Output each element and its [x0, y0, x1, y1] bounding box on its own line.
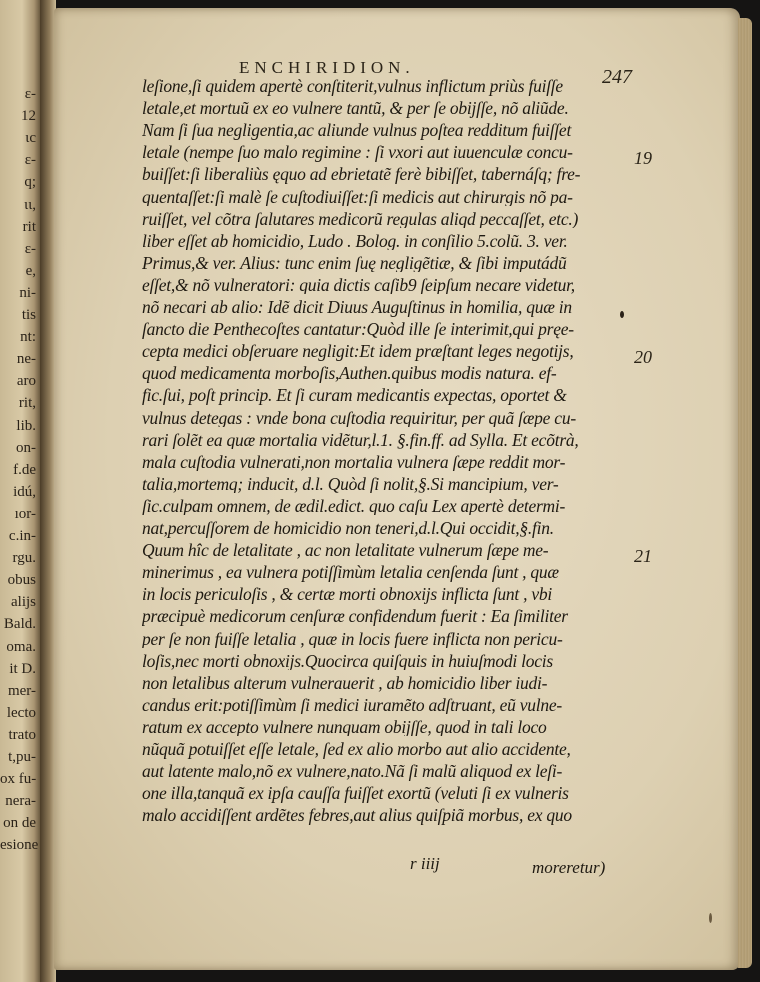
text-line: leſione,ſi quidem apertè conſtiterit,vulnus inflictum priùs fuiſſe [142, 78, 563, 96]
page-block-edge [738, 18, 752, 968]
text-line: Nam ſi ſua negligentia,ac aliunde vulnus poſtea redditum fuiſſet [142, 122, 572, 140]
catchword: moreretur) [532, 858, 606, 877]
facing-page-fragment: alijs [11, 594, 36, 611]
text-line: Quum hîc de letalitate , ac non letalitate vulnerum ſæpe me- [142, 542, 549, 560]
text-line: ratum ex accepto vulnere nunquam obijſſe, quod in tali loco [142, 718, 547, 737]
text-line: quod medicamenta morboſis,Authen.quibus modis natura. ef- [142, 365, 557, 383]
facing-page-fragment: esione [0, 837, 39, 854]
facing-page-fragment: rit [22, 218, 36, 235]
text-line: minerimus , ea vulnera potiſſimùm letalia cenſenda ſunt , quæ [142, 564, 559, 582]
facing-page-fragment: mer- [7, 682, 36, 699]
text-line: letale,et mortuũ ex eo vulnere tantũ, & per ſe obijſſe, nõ aliũde. [142, 100, 569, 118]
text-line: rari ſolẽt ea quæ mortalia vidẽtur,l.1. §.fin.ff. ad Sylla. Et ecõtrà, [142, 431, 579, 450]
facing-page-fragment: ε- [24, 240, 36, 257]
text-line: nat,percuſſorem de homicidio non teneri,d.l.Qui occidit,§.fin. [142, 520, 554, 538]
facing-page-fragment: ε- [24, 86, 36, 102]
text-line: vulnus detegas : vnde bona cuſtodia requiritur, per quã ſæpe cu- [142, 409, 576, 427]
text-line: one illa,tanquã ex ipſa cauſſa fuiſſet exortũ (veluti ſi ex vulneris [142, 785, 569, 803]
text-line: mala cuſtodia vulnerati,non mortalia vulnera ſæpe reddit mor- [142, 453, 566, 472]
facing-page-fragment: ε- [24, 152, 36, 169]
facing-page-fragment: trato [8, 726, 36, 743]
ink-speck [709, 913, 712, 923]
facing-page-fragment: idú, [13, 483, 36, 500]
facing-page-fragment: c.in- [8, 528, 36, 544]
facing-page-fragment: aro [16, 373, 36, 390]
facing-page-fragment: 12 [21, 108, 36, 125]
text-line: in locis periculoſis , & certæ morti obnoxijs inflicta ſunt , vbi [142, 586, 553, 604]
facing-page-fragment: ιι, [24, 196, 36, 213]
facing-page-fragment: ox fu- [0, 771, 37, 788]
text-line: nõ necari ab alio: Idẽ dicit Diuus Auguſtinus in homilia, quæ in [142, 299, 572, 317]
text-line: buiſſet:ſi liberaliùs ęquo ad ebrietatẽ ferè bibiſſet, tabernáſq; fre- [142, 166, 581, 184]
facing-page-fragment: on de [3, 815, 36, 832]
facing-page-fragment: rit, [18, 395, 36, 412]
facing-page-fragment: ıor- [14, 505, 36, 522]
facing-page-fragment: lecto [6, 704, 36, 721]
facing-page-fragment: lib. [16, 417, 36, 434]
facing-page-fragment: q; [24, 174, 36, 191]
text-line: ruiſſet, vel cõtra ſalutares medicorũ regulas aliqd peccaſſet, etc.) [142, 210, 579, 229]
facing-page-fragment: Bald. [3, 616, 36, 633]
text-line: liber eſſet ab homicidio, Ludo . Bolog. in conſilio 5.colũ. 3. ver. [142, 232, 568, 251]
facing-page-fragment: ιc [25, 130, 36, 147]
text-line: letale (nempe ſuo malo regimine : ſi vxori aut iuuenculæ concu- [142, 144, 573, 162]
facing-page-fragment: rgu. [12, 550, 36, 567]
text-line: per ſe non fuiſſe letalia , quæ in locis fuere inflicta non pericu- [142, 630, 563, 648]
margin-number: 19 [634, 148, 652, 169]
ink-speck [620, 311, 624, 318]
facing-page-fragment: tis [21, 307, 36, 323]
text-line: loſis,nec morti obnoxijs.Quocirca quiſquis in huiuſmodi locis [142, 652, 553, 671]
book-page [54, 8, 740, 970]
text-line: non letalibus alterum vulnerauerit , ab homicidio liber iudi- [142, 674, 548, 693]
facing-page-fragment: it D. [9, 660, 36, 677]
page-number: 247 [602, 66, 632, 88]
text-line: ſic.culpam omnem, de ædil.edict. quo caſu Lex apertè determi- [142, 497, 566, 516]
facing-page-fragment: f.de [13, 461, 36, 478]
text-line: ſancto die Penthecoſtes cantatur:Quòd ille ſe interimit,qui pręe- [142, 321, 574, 339]
text-line: Primus,& ver. Alius: tunc enim ſuę negligẽtiæ, & ſibi imputádũ [142, 254, 567, 273]
facing-page-fragment: obus [7, 572, 36, 589]
signature-mark: r iiij [410, 854, 440, 873]
text-line: eſſet,& nõ vulneratori: quia dictis caſib9 ſeipſum necare videtur, [142, 276, 575, 295]
facing-page-fragment: on- [16, 439, 36, 456]
facing-page-fragment: nera- [5, 793, 36, 810]
text-line: talia,mortemq; inducit, d.l. Quòd ſi nolit,§.Si mancipium, ver- [142, 475, 559, 494]
margin-number: 20 [634, 347, 652, 368]
facing-page-fragment: ni- [19, 284, 36, 301]
text-line: nũquã potuiſſet eſſe letale, ſed ex alio morbo aut alio accidente, [142, 741, 571, 759]
facing-page-fragment: nt: [20, 329, 36, 346]
facing-page-fragment: e, [25, 262, 36, 279]
text-line: malo accidiſſent ardẽtes febres,aut alius quiſpiã morbus, ex quo [142, 807, 572, 825]
running-head: ENCHIRIDION. [239, 58, 415, 77]
text-line: aut latente malo,nõ ex vulnere,nato.Nã ſi malũ aliquod ex leſi- [142, 763, 563, 781]
text-line: præcipuè medicorum cenſuræ confidendum fuerit : Ea ſimiliter [142, 608, 568, 626]
facing-page-fragment: oma. [6, 638, 36, 655]
facing-page-fragment: ne- [16, 351, 36, 368]
text-line: candus erit:potiſſimùm ſi medici iuramẽto adſtruant, eũ vulne- [142, 696, 562, 715]
text-line: cepta medici obſeruare negligit:Et idem præſtant leges negotijs, [142, 343, 574, 361]
text-line: quentaſſet:ſi malè ſe cuſtodiuiſſet:ſi medicis aut chirurgis nõ pa- [142, 188, 573, 206]
facing-page-edge [0, 0, 40, 982]
text-line: fic.ſui, poſt princip. Et ſi curam medicantis expectas, oportet & [142, 387, 567, 405]
facing-page-fragment: t,pu- [8, 749, 36, 765]
margin-number: 21 [634, 546, 652, 567]
